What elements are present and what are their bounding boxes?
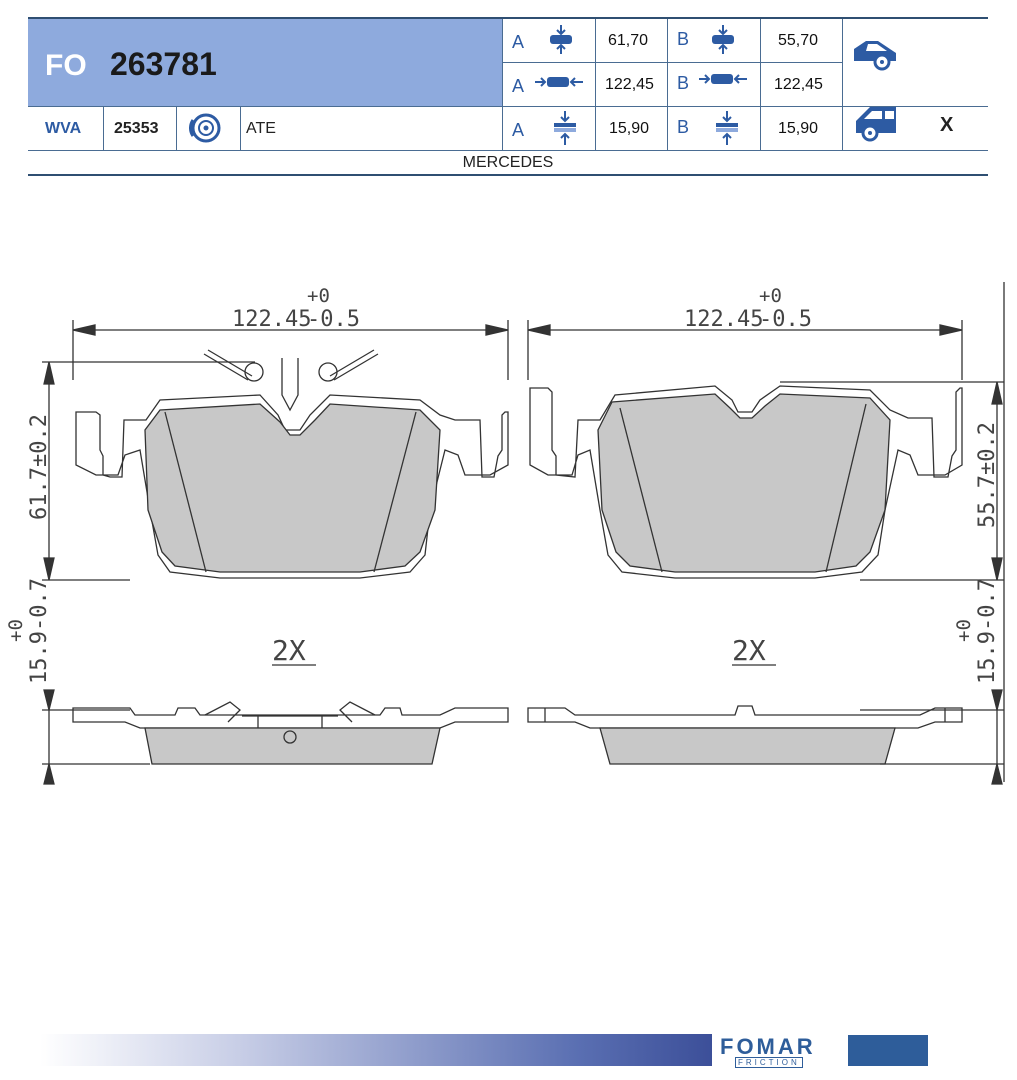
- grid-line: [842, 19, 843, 150]
- left-pad-side-view: [5, 578, 508, 784]
- rear-axle-car-icon: [850, 97, 902, 143]
- company-logo-subtext: FRICTION: [735, 1057, 803, 1068]
- wva-number: 25353: [114, 120, 159, 137]
- grid-line: [240, 106, 241, 150]
- company-logo-block: [848, 1035, 928, 1066]
- left-width-tol-bottom: -0.5: [307, 307, 360, 332]
- rear-axle-mark: X: [940, 114, 954, 136]
- left-qty-label: 2X: [272, 634, 306, 667]
- pad-width-icon: [532, 71, 586, 93]
- pad-height-icon: [706, 22, 740, 56]
- right-width-tol-bottom: -0.5: [759, 307, 812, 332]
- grid-line: [760, 19, 761, 150]
- left-pad-front-view: [27, 285, 508, 667]
- product-header: [28, 17, 988, 177]
- right-pad-side-view: [528, 578, 1004, 784]
- front-axle-car-icon: [850, 27, 902, 73]
- b-width-value: 122,45: [774, 76, 823, 93]
- left-height-label: 61.7±0.2: [27, 414, 52, 520]
- grid-line: [502, 62, 842, 63]
- company-logo-text: FOMAR: [720, 1034, 816, 1059]
- grid-line: [28, 106, 988, 107]
- left-width-tol-top: +0: [307, 285, 330, 307]
- vehicle-maker: MERCEDES: [462, 154, 554, 171]
- grid-line: [103, 106, 104, 150]
- left-width-label: 122.45: [232, 307, 312, 332]
- label-b-width: B: [677, 73, 690, 93]
- label-a-thickness: A: [512, 120, 525, 140]
- pad-thickness-icon: [548, 109, 582, 147]
- pad-height-icon: [544, 22, 578, 56]
- label-a-height: A: [512, 32, 525, 52]
- a-width-value: 122,45: [605, 76, 654, 93]
- a-height-value: 61,70: [608, 32, 649, 49]
- wva-label: WVA: [45, 120, 82, 137]
- grid-line: [502, 19, 503, 150]
- right-thickness-label: 15.9-0.7: [975, 578, 1000, 684]
- brake-disc-icon: [189, 112, 223, 144]
- b-thickness-value: 15,90: [778, 120, 819, 137]
- label-b-thickness: B: [677, 117, 690, 137]
- brake-pad-technical-drawing: [0, 270, 1017, 790]
- b-height-value: 55,70: [778, 32, 819, 49]
- grid-line: [28, 150, 988, 151]
- label-b-height: B: [677, 29, 690, 49]
- right-qty-label: 2X: [732, 634, 766, 667]
- grid-line: [667, 19, 668, 150]
- right-width-label: 122.45: [684, 307, 764, 332]
- part-number-banner: [28, 19, 502, 107]
- right-thickness-tol: +0: [953, 619, 975, 642]
- pad-width-icon: [696, 68, 750, 90]
- pad-thickness-icon: [710, 109, 744, 147]
- a-thickness-value: 15,90: [609, 120, 650, 137]
- part-number: 263781: [110, 46, 217, 82]
- left-thickness-label: 15.9-0.7: [27, 578, 52, 684]
- grid-line: [176, 106, 177, 150]
- right-width-tol-top: +0: [759, 285, 782, 307]
- footer-gradient-bar: [40, 1034, 712, 1066]
- grid-line: [595, 19, 596, 150]
- label-a-width: A: [512, 76, 525, 96]
- right-pad-front-view: [528, 282, 1004, 782]
- brand-name: ATE: [246, 120, 276, 137]
- left-thickness-tol: +0: [5, 619, 27, 642]
- part-prefix: FO: [45, 49, 87, 82]
- header-bottom-rule: [28, 174, 988, 176]
- right-height-label: 55.7±0.2: [975, 422, 1000, 528]
